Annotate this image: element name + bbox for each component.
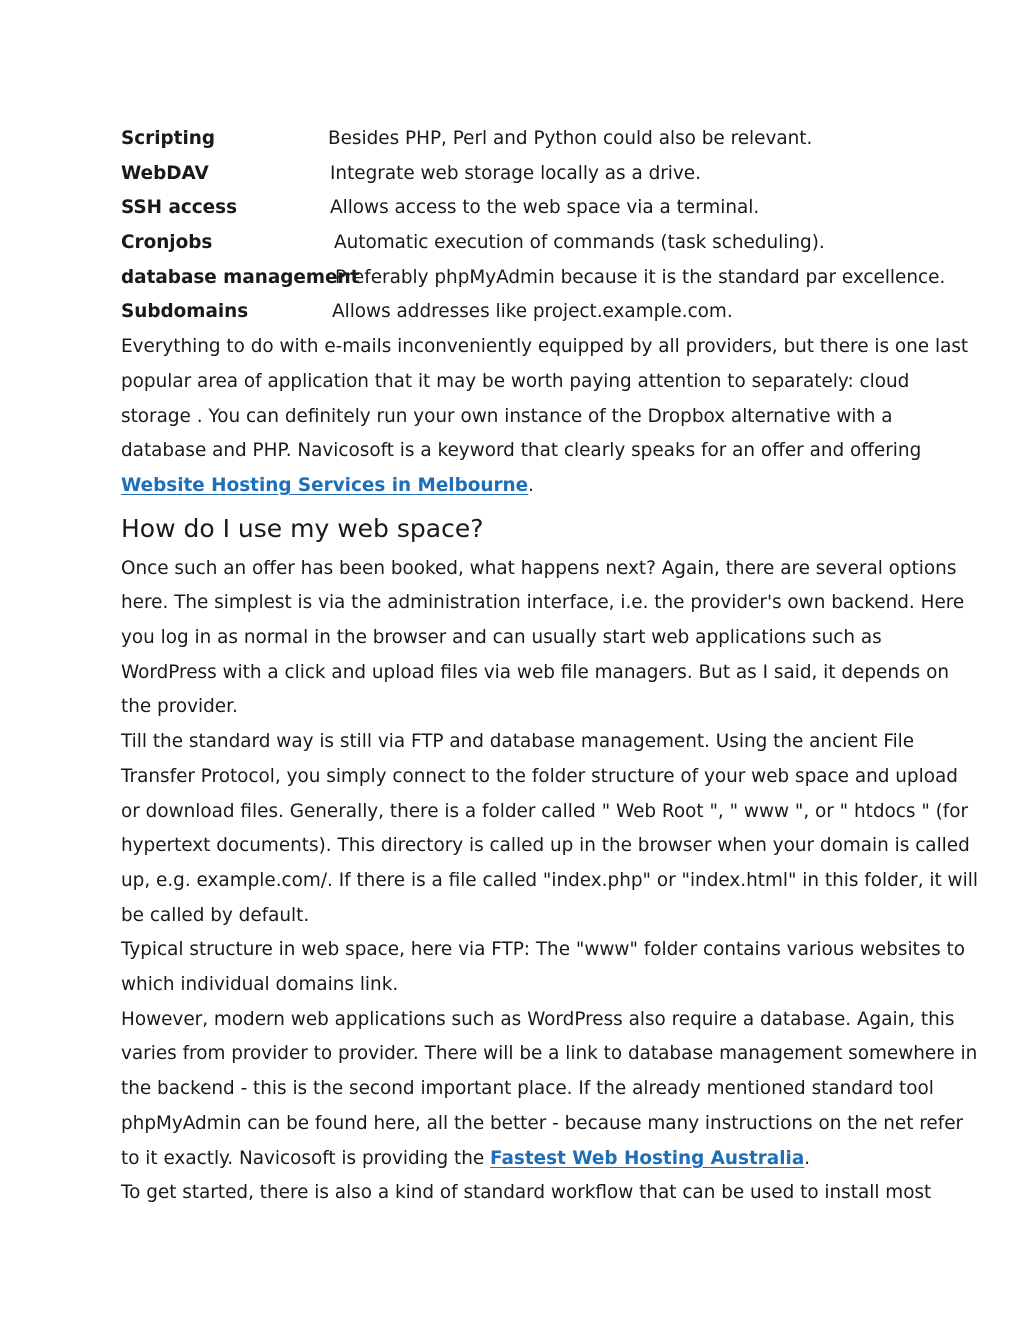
feature-row-database-management [121, 261, 981, 296]
paragraph-ftp: Till the standard way is still via FTP and database management. Using the ancient File Transfer Protocol, you simply connect to the folder structure of your web space and upload or download files. Generally, there is a folder called " Web Root ", " www ", or " htdocs " (for hypertext documents). This directory is called up in the browser when your domain is called up, e.g. example.com/. If there is a file called "index.php" or "index.html" in this folder, it will be called by default. [121, 731, 978, 926]
paragraph-workflow: To get started, there is also a kind of standard workflow that can be used to install most [121, 1182, 932, 1204]
feature-row-scripting [121, 122, 981, 157]
feature-key: Scripting [121, 128, 216, 149]
website-hosting-melbourne-link[interactable]: Website Hosting Services in Melbourne [121, 474, 529, 496]
feature-key: Subdomains [121, 301, 249, 323]
feature-key: WebDAV [121, 162, 209, 184]
section-heading: How do I use my web space? [121, 513, 484, 543]
feature-desc: Besides PHP, Perl and Python could also be relevant. [328, 128, 813, 149]
feature-key: database management [121, 266, 360, 288]
feature-row-subdomains [121, 295, 981, 330]
document-page [121, 122, 981, 1211]
intro-paragraph [121, 330, 981, 504]
database-paragraph [121, 1003, 981, 1177]
db-text: However, modern web applications such as WordPress also require a database. Again, this varies from provider to provider. There will be a link to database management somewhere in the backend - this is the second important place. If the already mentioned standard tool phpMyAdmin can be found here, all the better - because many instructions on the net refer to it exactly. Navicosoft is providing the [121, 1008, 978, 1169]
feature-key: SSH access [121, 197, 238, 219]
db-after: . [804, 1147, 811, 1169]
feature-row-cronjobs [121, 226, 981, 261]
feature-row-webdav [121, 157, 981, 192]
intro-after: . [528, 474, 534, 496]
intro-text: Everything to do with e-mails inconveniently equipped by all providers, but there is one last popular area of application that it may be worth paying attention to separately: cloud storage . You can definitely run your own instance of the Dropbox alternative with a database and PHP. Navicosoft is a keyword that clearly speaks for an offer and offering [121, 336, 969, 462]
feature-desc: Automatic execution of commands (task scheduling). [334, 232, 825, 254]
feature-desc: Allows addresses like project.example.com. [332, 301, 733, 323]
feature-key: Cronjobs [121, 232, 213, 254]
features-list [121, 122, 981, 330]
feature-row-ssh-access [121, 191, 981, 226]
feature-desc: Preferably phpMyAdmin because it is the standard par excellence. [335, 266, 946, 288]
paragraph-usage: Once such an offer has been booked, what happens next? Again, there are several options here. The simplest is via the administration interface, i.e. the provider's own backend. Here you log in as normal in the browser and can usually start web applications such as WordPress with a click and upload files via web file managers. But as I said, it depends on the provider. [121, 557, 965, 718]
feature-desc: Integrate web storage locally as a drive. [330, 162, 701, 184]
paragraph-structure: Typical structure in web space, here via FTP: The "www" folder contains various websites to which individual domains link. [121, 939, 965, 996]
feature-desc: Allows access to the web space via a terminal. [330, 197, 760, 219]
fastest-web-hosting-link[interactable]: Fastest Web Hosting Australia [490, 1147, 805, 1169]
